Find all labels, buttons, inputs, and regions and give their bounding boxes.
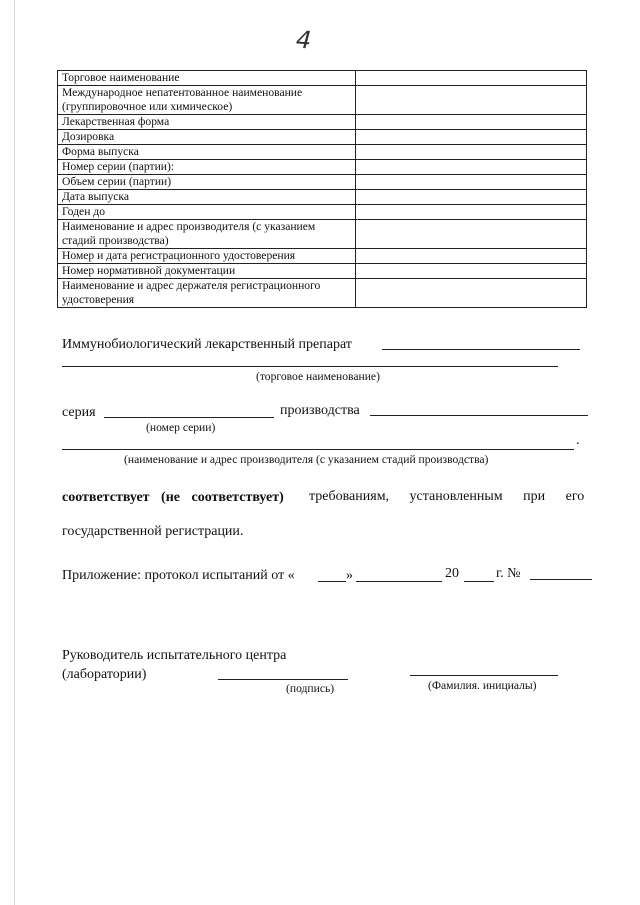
- row-label: Объем серии (партии): [58, 175, 356, 190]
- row-value-cell[interactable]: [355, 175, 586, 190]
- appendix-year-prefix: 20: [445, 566, 459, 581]
- row-value-cell[interactable]: [355, 130, 586, 145]
- row-label: Наименование и адрес производителя (с указанием стадий производства): [58, 220, 356, 249]
- row-label: Наименование и адрес держателя регистрационного удостоверения: [58, 279, 356, 308]
- table-row: [58, 220, 587, 249]
- head-title-line2: (лаборатории): [62, 667, 147, 682]
- table-row: [58, 190, 587, 205]
- trade-name-field-line[interactable]: [382, 349, 580, 350]
- manufacturer-caption: (наименование и адрес производителя (с указанием стадий производства): [124, 453, 489, 466]
- row-value-cell[interactable]: [355, 264, 586, 279]
- production-label: производства: [280, 403, 360, 418]
- row-label: Форма выпуска: [58, 145, 356, 160]
- trade-name-caption: (торговое наименование): [256, 370, 380, 383]
- series-label: серия: [62, 405, 96, 420]
- protocol-month-field-line[interactable]: [356, 581, 442, 582]
- row-value-cell[interactable]: [355, 220, 586, 249]
- series-number-field-line[interactable]: [104, 417, 274, 418]
- row-label: Торговое наименование: [58, 71, 356, 86]
- manufacturer-period: .: [576, 433, 580, 448]
- series-number-caption: (номер серии): [146, 421, 216, 434]
- row-label: Лекарственная форма: [58, 115, 356, 130]
- table-row: [58, 175, 587, 190]
- row-value-cell[interactable]: [355, 115, 586, 130]
- production-field-line[interactable]: [370, 415, 588, 416]
- name-caption: (Фамилия. инициалы): [428, 679, 537, 692]
- row-value-cell[interactable]: [355, 160, 586, 175]
- appendix-close-quote: »: [346, 568, 353, 583]
- appendix-number-label: г. №: [496, 566, 521, 581]
- conformity-status: соответствует (не соответствует): [62, 490, 284, 505]
- protocol-day-field-line[interactable]: [318, 581, 346, 582]
- row-value-cell[interactable]: [355, 249, 586, 264]
- table-row: [58, 205, 587, 220]
- signature-field-line[interactable]: [218, 679, 348, 680]
- row-label: Номер и дата регистрационного удостоверения: [58, 249, 356, 264]
- table-row: [58, 86, 587, 115]
- table-row: [58, 264, 587, 279]
- row-value-cell[interactable]: [355, 190, 586, 205]
- preparation-label: Иммунобиологический лекарственный препарат: [62, 337, 352, 352]
- table-row: [58, 115, 587, 130]
- row-label: Номер серии (партии):: [58, 160, 356, 175]
- protocol-number-field-line[interactable]: [530, 579, 592, 580]
- page-number: 4: [295, 25, 313, 55]
- table-row: [58, 279, 587, 308]
- table-row: [58, 145, 587, 160]
- row-value-cell[interactable]: [355, 71, 586, 86]
- scan-edge-line: [14, 0, 15, 905]
- product-info-table: [57, 70, 587, 308]
- row-label: Дата выпуска: [58, 190, 356, 205]
- row-value-cell[interactable]: [355, 205, 586, 220]
- conformity-requirements: требованиям, установленным при его: [309, 489, 585, 504]
- row-label: Дозировка: [58, 130, 356, 145]
- table-row: [58, 130, 587, 145]
- product-info-table-body: [58, 71, 587, 308]
- conformity-registration: государственной регистрации.: [62, 524, 244, 539]
- table-row: [58, 249, 587, 264]
- table-row: [58, 71, 587, 86]
- row-value-cell[interactable]: [355, 145, 586, 160]
- row-label: Номер нормативной документации: [58, 264, 356, 279]
- table-row: [58, 160, 587, 175]
- head-title-line1: Руководитель испытательного центра: [62, 648, 287, 663]
- signature-caption: (подпись): [286, 682, 335, 695]
- row-label: Годен до: [58, 205, 356, 220]
- row-value-cell[interactable]: [355, 279, 586, 308]
- row-label: Международное непатентованное наименование (группировочное или химическое): [58, 86, 356, 115]
- name-field-line[interactable]: [410, 675, 558, 676]
- appendix-label: Приложение: протокол испытаний от «: [62, 568, 295, 583]
- trade-name-field-line-2[interactable]: [62, 366, 558, 367]
- protocol-year-field-line[interactable]: [464, 581, 494, 582]
- manufacturer-field-line[interactable]: [62, 449, 574, 450]
- row-value-cell[interactable]: [355, 86, 586, 115]
